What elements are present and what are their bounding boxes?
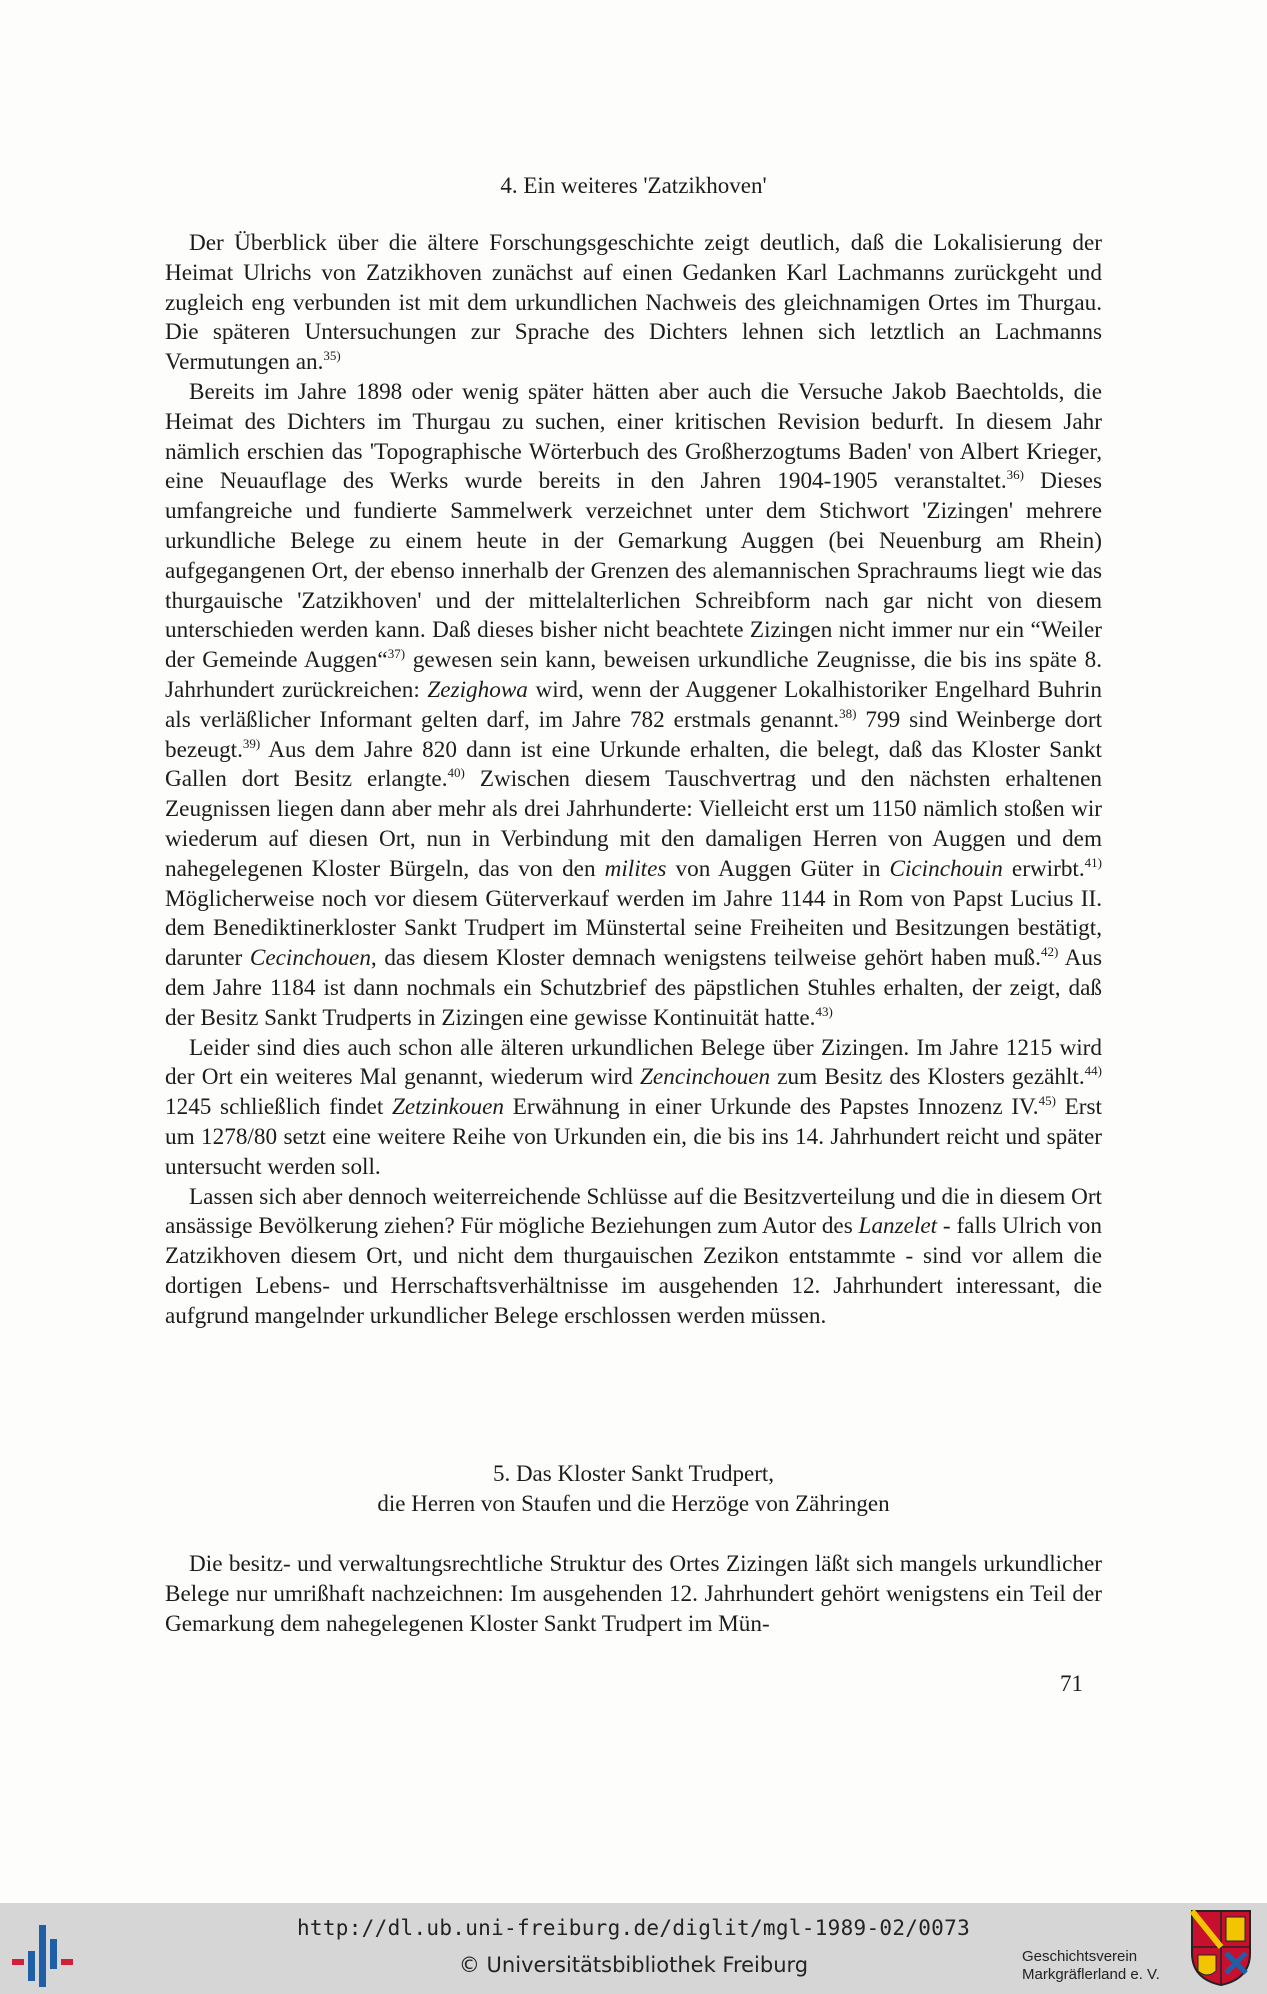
- text-run: gewesen sein kann, beweisen urkundliche Zeugnisse, die bis ins späte 8. Jahrhundert zurückreichen:: [165, 647, 1102, 703]
- text-run: 799 sind Weinberge dort bezeugt.: [165, 706, 1103, 763]
- document-url-link[interactable]: http://dl.ub.uni-freiburg.de/diglit/mgl-1989-02/0073: [296, 1916, 971, 1940]
- section-5-heading-line-1: 5. Das Kloster Sankt Trudpert,: [492, 1461, 775, 1486]
- text-run: Zwischen diesem Tauschvertrag und den nächsten erhaltenen Zeugnissen liegen dann aber mehr als drei Jahrhunderte: Vielleicht erst um 1150 nämlich stoßen wir wiederum auf diesen Ort, nun in Verbindung mit den damaligen Herren von Auggen und dem nahegelegenen Kloster Bürgeln, das von den: [165, 766, 1102, 882]
- footnote-ref[interactable]: 41): [1084, 854, 1102, 870]
- paragraph: [165, 1183, 1102, 1332]
- text-run: Erwähnung in einer Urkunde des Papstes Innozenz IV.: [504, 1094, 1039, 1121]
- text-run: Bereits im Jahre 1898 oder wenig später hätten aber auch die Versuche Jakob Baechtolds, die Heimat des Dichters im Thurgau zu suchen, einer kritischen Revision bedurft. In diesem Jahr nämlich erschien das 'Topographische Wörterbuch des Großherzogtums Baden' von Albert Krieger, eine Neuauflage des Werks wurde bereits in den Jahren 1904-1905 veranstaltet.: [165, 378, 1102, 495]
- footnote-ref[interactable]: 40): [447, 765, 465, 781]
- italic-term: Zezighowa: [427, 676, 528, 703]
- text-run: wird, wenn der Auggener Lokalhistoriker Engelhard Buhrin als verläßlicher Informant gelten darf, im Jahre 782 erstmals genannt.: [165, 676, 1102, 733]
- italic-term: Zetzinkouen: [391, 1094, 505, 1121]
- text-run: zum Besitz des Klosters gezählt.: [770, 1064, 1085, 1091]
- italic-term: Cecinchouen: [249, 945, 371, 972]
- italic-term: milites: [604, 855, 667, 882]
- section-5-heading: [165, 1459, 1102, 1519]
- italic-term: Zencinchouen: [640, 1064, 771, 1091]
- page-number: 71: [1060, 1671, 1083, 1696]
- text-run: Lassen sich aber dennoch weiterreichende Schlüsse auf die Besitzverteilung und die in diesem Ort ansässige Bevölkerung ziehen? Für mögliche Beziehungen zum Autor des: [165, 1183, 1102, 1240]
- paragraph: [165, 1034, 1102, 1183]
- text-run: Erst um 1278/80 setzt eine weitere Reihe von Urkunden ein, die bis ins 14. Jahrhundert reicht und später untersucht werden soll.: [165, 1094, 1102, 1180]
- paragraph: [165, 229, 1102, 378]
- footnote-ref[interactable]: 38): [839, 705, 857, 721]
- text-run: von Auggen Güter in: [666, 855, 890, 882]
- footnote-ref[interactable]: 36): [1006, 467, 1024, 483]
- text-run: - falls Ulrich von Zatzikhoven diesem Ort, und nicht dem thurgauischen Zezikon entstammte - sind vor allem die dortigen Lebens- und Herrschaftsverhältnisse im ausgehenden 12. Jahrhundert interessant, die aufgrund mangelnder urkundlicher Belege erschlossen werden müssen.: [165, 1213, 1102, 1329]
- footnote-ref[interactable]: 39): [242, 735, 261, 751]
- society-name-line-1: Geschichtsverein: [1022, 1948, 1138, 1965]
- text-run: Möglicherweise noch vor diesem Güterverkauf werden im Jahre 1144 in Rom von Papst Lucius II. dem Benediktinerkloster Sankt Trudpert im Münstertal seine Freiheiten und Besitzungen bestätigt, darunter: [165, 885, 1102, 972]
- coat-of-arms-icon[interactable]: [1190, 1909, 1252, 1987]
- footnote-ref[interactable]: 37): [387, 646, 406, 662]
- text-run: erwirbt.: [1002, 855, 1085, 882]
- section-4-body: [165, 229, 1102, 1331]
- text-run: , das diesem Kloster demnach wenigstens teilweise gehört haben muß.: [370, 945, 1041, 972]
- copyright-text: © Universitätsbibliothek Freiburg: [458, 1953, 809, 1977]
- text-run: Aus dem Jahre 820 dann ist eine Urkunde erhalten, die belegt, daß das Kloster Sankt Gallen dort Besitz erlangte.: [165, 736, 1102, 793]
- text-run: Leider sind dies auch schon alle älteren urkundlichen Belege über Zizingen. Im Jahre 1215 wird der Ort ein weiteres Mal genannt, wiederum wird: [165, 1034, 1102, 1091]
- italic-term: Lanzelet: [858, 1213, 938, 1240]
- text-run: Dieses umfangreiche und fundierte Sammelwerk verzeichnet unter dem Stichwort 'Zizingen' mehrere urkundliche Belege zu einem heute in der Gemarkung Auggen (bei Neuenburg am Rhein) aufgegangenen Ort, der ebenso innerhalb der Grenzen des alemannischen Sprachraums liegt wie das thurgauische 'Zatzikhoven' und der mittelalterlichen Schreibform nach gar nicht von diesem unterschieden werden kann. Daß dieses bisher nicht beachtete Zizingen nicht immer nur ein “Weiler der Gemeinde Auggen“: [165, 468, 1102, 674]
- footnote-ref[interactable]: 45): [1038, 1093, 1056, 1109]
- text-run: Aus dem Jahre 1184 ist dann nochmals ein Schutzbrief des päpstlichen Stuhles erhalten, der zeigt, daß der Besitz Sankt Trudperts in Zizingen eine gewisse Kontinuität hatte.: [165, 945, 1102, 1031]
- society-name-line-2: Markgräflerland e. V.: [1022, 1966, 1160, 1983]
- text-run: Der Überblick über die ältere Forschungsgeschichte zeigt deutlich, daß die Lokalisierung der Heimat Ulrichs von Zatzikhoven zunächst auf einen Gedanken Karl Lachmanns zurückgeht und zugleich eng verbunden ist mit dem urkundlichen Nachweis des gleichnamigen Ortes im Thurgau. Die späteren Untersuchungen zur Sprache des Dichters lehnen sich letztlich an Lachmanns Vermutungen an.: [165, 230, 1102, 376]
- footnote-ref[interactable]: 35): [323, 348, 341, 364]
- footnote-ref[interactable]: 42): [1040, 944, 1059, 960]
- footnote-ref[interactable]: 44): [1084, 1063, 1102, 1079]
- society-name: [1022, 1948, 1160, 1984]
- section-4-heading: 4. Ein weiteres 'Zatzikhoven': [500, 173, 767, 198]
- paragraph: [165, 378, 1102, 1034]
- section-5-body: [165, 1550, 1102, 1639]
- text-run: 1245 schließlich findet: [165, 1094, 392, 1121]
- footnote-ref[interactable]: 43): [815, 1003, 833, 1019]
- viewer-footer: [0, 1903, 1267, 1994]
- italic-term: Cicinchouin: [889, 855, 1003, 882]
- section-5-heading-line-2: die Herren von Staufen und die Herzöge von Zähringen: [377, 1491, 890, 1516]
- paragraph: Die besitz- und verwaltungsrechtliche Struktur des Ortes Zizingen läßt sich mangels urkundlicher Belege nur umrißhaft nachzeichnen: Im ausgehenden 12. Jahrhundert gehört wenigstens ein Teil der Gemarkung dem nahegelegenen Kloster Sankt Trudpert im Mün-: [165, 1551, 1102, 1637]
